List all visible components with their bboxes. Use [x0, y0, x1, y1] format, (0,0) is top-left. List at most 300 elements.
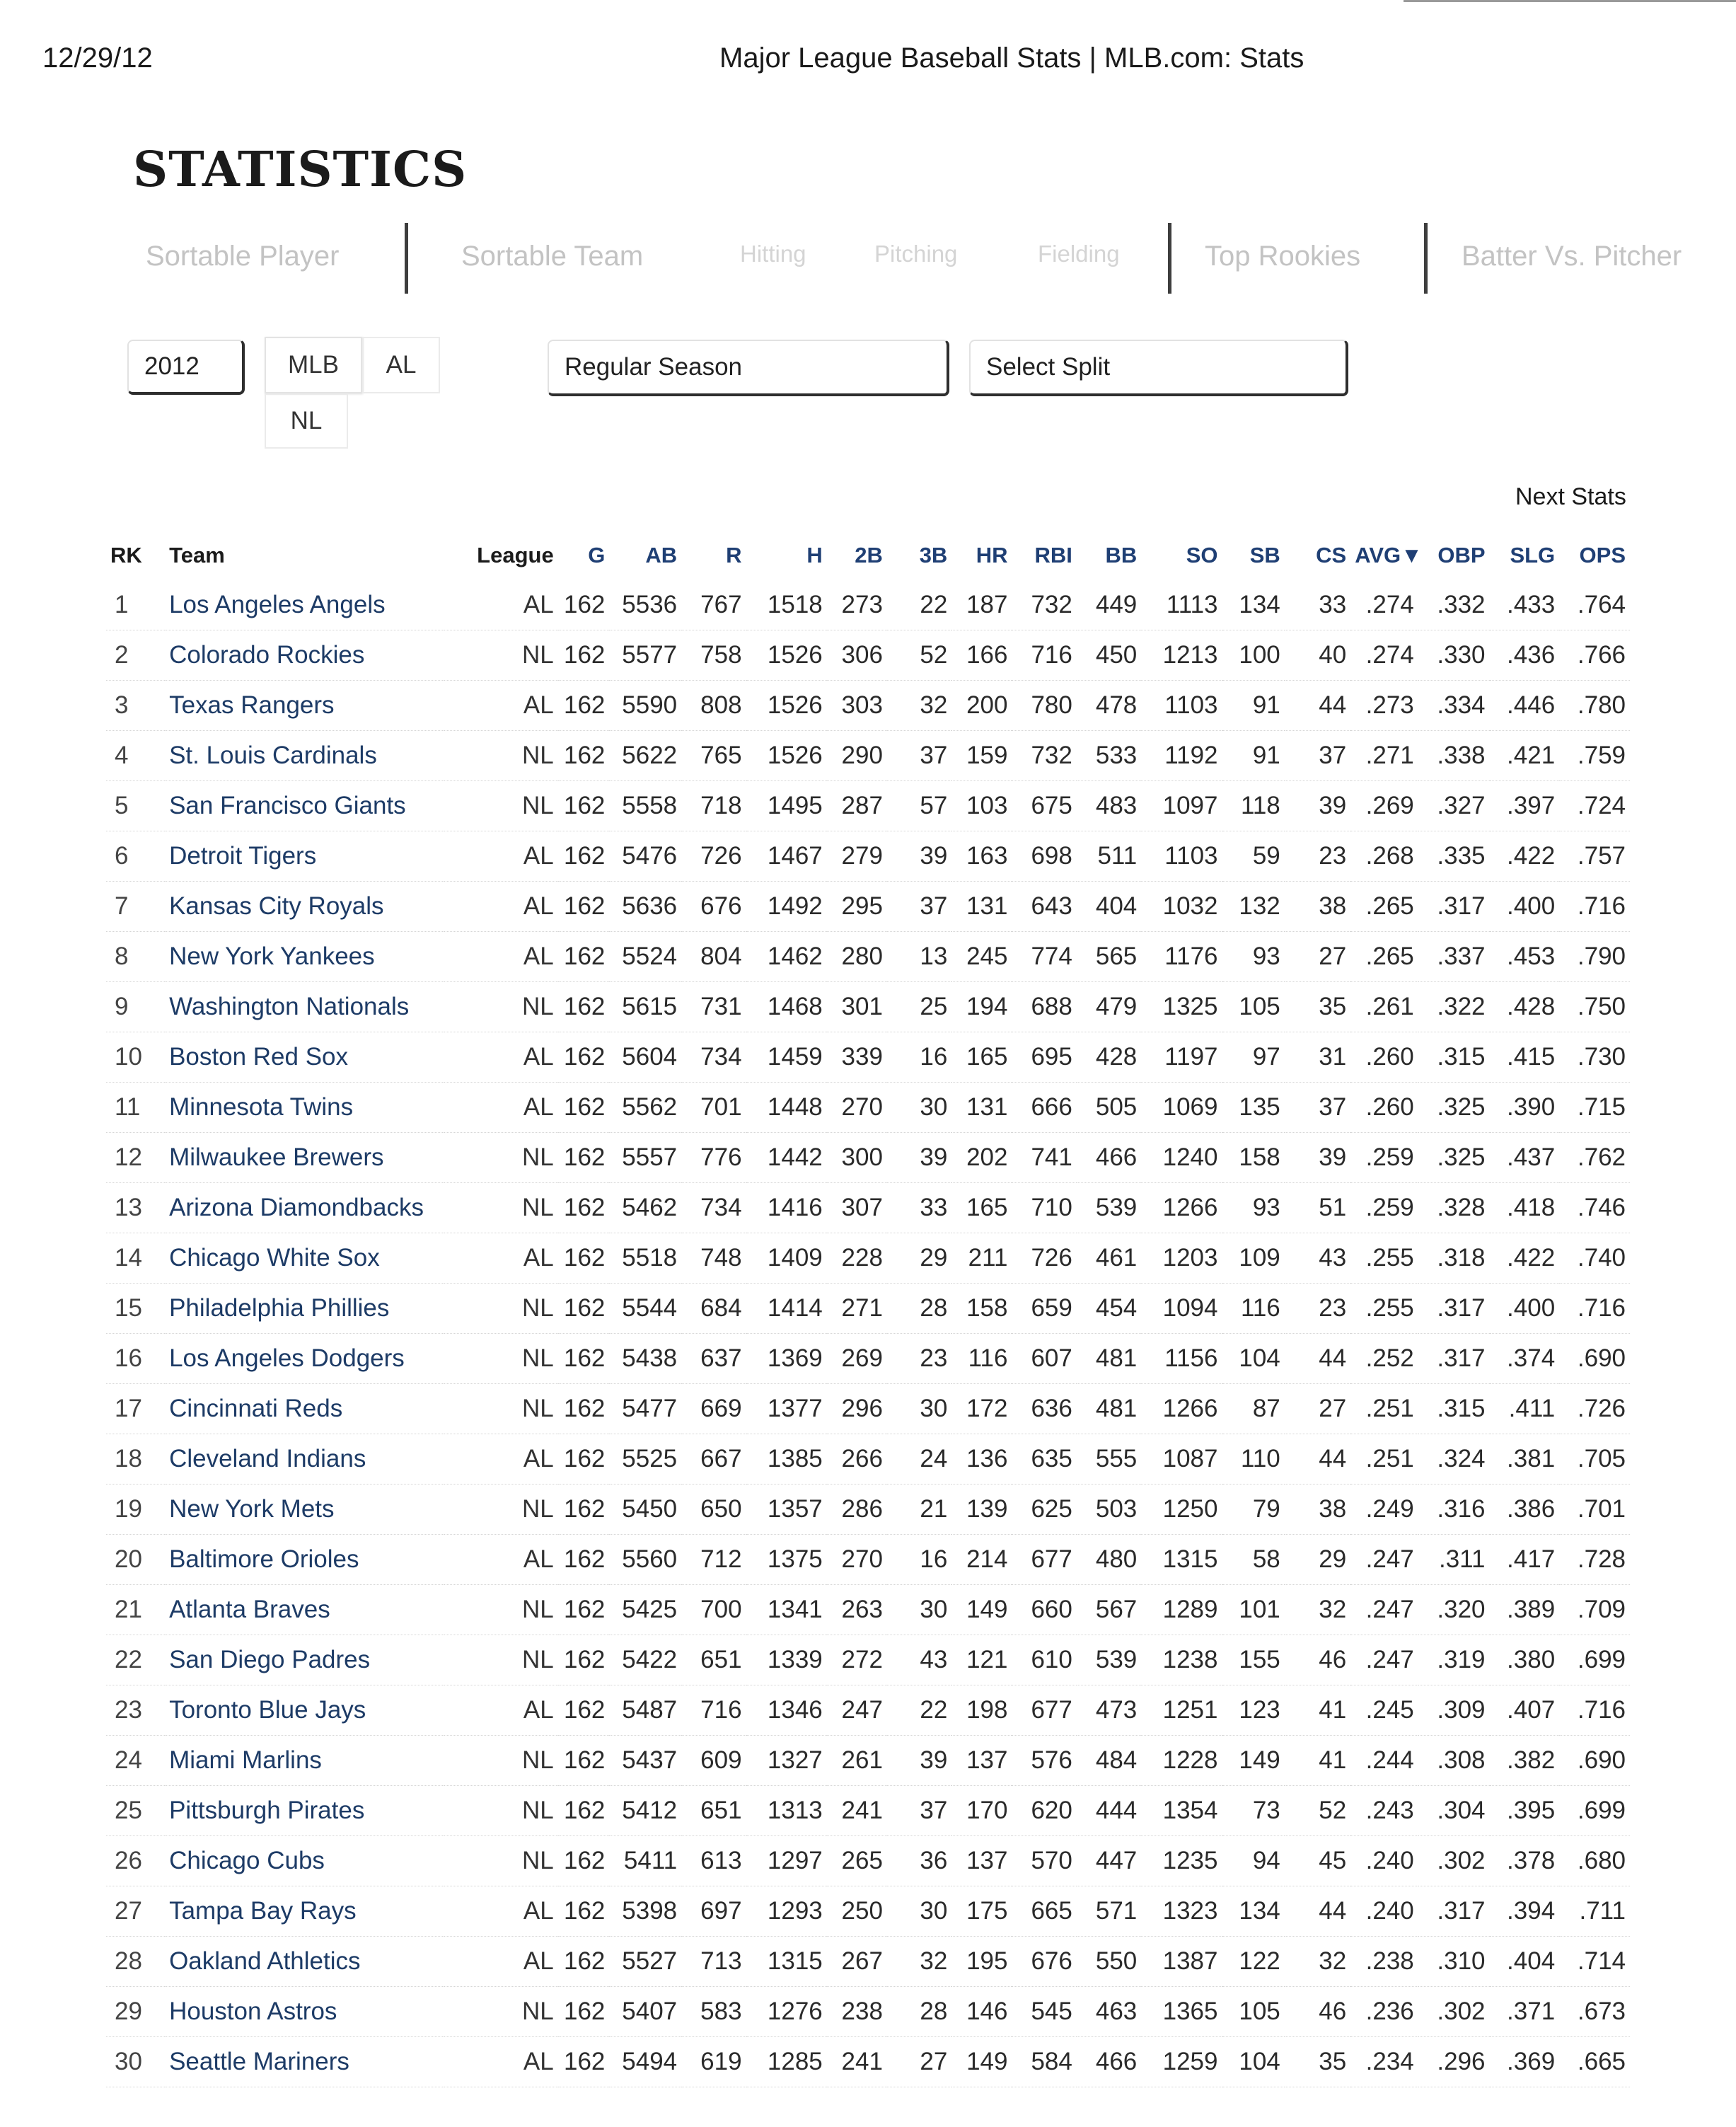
- cell-league: NL: [444, 781, 558, 831]
- column-header-rk[interactable]: RK: [110, 543, 142, 567]
- column-header-team[interactable]: Team: [169, 543, 225, 567]
- cell-ab: 5615: [609, 982, 681, 1032]
- cell-obp: .316: [1418, 1485, 1490, 1535]
- cell-avg: .260: [1350, 1083, 1418, 1133]
- cell-g: 162: [558, 630, 610, 681]
- nav-sortable-player[interactable]: Sortable Player: [146, 241, 340, 272]
- cell-3b: 23: [887, 1334, 951, 1384]
- cell-cs: 51: [1285, 1183, 1350, 1233]
- column-header-rbi[interactable]: RBI: [1034, 543, 1072, 567]
- cell-rbi: 570: [1012, 1836, 1076, 1886]
- cell-hr: 198: [951, 1685, 1012, 1736]
- cell-so: 1323: [1141, 1886, 1222, 1937]
- cell-league: AL: [444, 1937, 558, 1987]
- cell-avg: .244: [1350, 1736, 1418, 1786]
- cell-2b: 279: [827, 831, 887, 882]
- cell-rbi: 695: [1012, 1032, 1076, 1083]
- cell-sb: 73: [1222, 1786, 1285, 1836]
- cell-3b: 36: [887, 1836, 951, 1886]
- team-link[interactable]: Los Angeles Dodgers: [165, 1334, 444, 1384]
- team-link[interactable]: San Francisco Giants: [165, 781, 444, 831]
- cell-h: 1526: [746, 681, 827, 731]
- cell-league: NL: [444, 1585, 558, 1635]
- cell-avg: .240: [1350, 1836, 1418, 1886]
- cell-rk: 19: [106, 1485, 165, 1535]
- cell-g: 162: [558, 681, 610, 731]
- cell-sb: 118: [1222, 781, 1285, 831]
- league-nl-button[interactable]: NL: [265, 393, 348, 449]
- team-link[interactable]: Toronto Blue Jays: [165, 1685, 444, 1736]
- cell-g: 162: [558, 731, 610, 781]
- cell-ops: .766: [1559, 630, 1630, 681]
- cell-sb: 105: [1222, 982, 1285, 1032]
- cell-h: 1327: [746, 1736, 827, 1786]
- cell-obp: .315: [1418, 1384, 1490, 1434]
- team-link[interactable]: Boston Red Sox: [165, 1032, 444, 1083]
- cell-rbi: 636: [1012, 1384, 1076, 1434]
- team-link[interactable]: Cleveland Indians: [165, 1434, 444, 1485]
- cell-2b: 272: [827, 1635, 887, 1685]
- cell-g: 162: [558, 1083, 610, 1133]
- nav-batter-vs-pitcher[interactable]: Batter Vs. Pitcher: [1462, 241, 1682, 272]
- cell-r: 619: [681, 2037, 746, 2087]
- cell-3b: 25: [887, 982, 951, 1032]
- cell-sb: 149: [1222, 1736, 1285, 1786]
- cell-rbi: 584: [1012, 2037, 1076, 2087]
- cell-slg: .369: [1490, 2037, 1560, 2087]
- cell-slg: .411: [1490, 1384, 1560, 1434]
- cell-obp: .319: [1418, 1635, 1490, 1685]
- cell-sb: 116: [1222, 1284, 1285, 1334]
- cell-rbi: 676: [1012, 1937, 1076, 1987]
- cell-so: 1176: [1141, 932, 1222, 982]
- cell-cs: 32: [1285, 1937, 1350, 1987]
- cell-slg: .422: [1490, 1233, 1560, 1284]
- cell-bb: 511: [1077, 831, 1141, 882]
- table-row: [106, 1284, 1630, 1334]
- cell-league: AL: [444, 1685, 558, 1736]
- league-al-button[interactable]: AL: [362, 337, 440, 393]
- cell-ops: .780: [1559, 681, 1630, 731]
- cell-rk: 18: [106, 1434, 165, 1485]
- cell-rk: 15: [106, 1284, 165, 1334]
- cell-2b: 287: [827, 781, 887, 831]
- team-link[interactable]: Arizona Diamondbacks: [165, 1183, 444, 1233]
- column-header-slg[interactable]: SLG: [1510, 543, 1556, 567]
- team-link[interactable]: New York Yankees: [165, 932, 444, 982]
- cell-sb: 158: [1222, 1133, 1285, 1183]
- cell-ab: 5636: [609, 882, 681, 932]
- cell-r: 700: [681, 1585, 746, 1635]
- cell-avg: .243: [1350, 1786, 1418, 1836]
- cell-hr: 165: [951, 1183, 1012, 1233]
- column-header-ops[interactable]: OPS: [1579, 543, 1626, 567]
- cell-avg: .268: [1350, 831, 1418, 882]
- cell-ab: 5560: [609, 1535, 681, 1585]
- cell-g: 162: [558, 1284, 610, 1334]
- cell-league: AL: [444, 1434, 558, 1485]
- cell-so: 1289: [1141, 1585, 1222, 1635]
- cell-obp: .330: [1418, 630, 1490, 681]
- team-link[interactable]: Chicago White Sox: [165, 1233, 444, 1284]
- column-header-avg[interactable]: AVG▼: [1355, 543, 1423, 567]
- team-link[interactable]: Pittsburgh Pirates: [165, 1786, 444, 1836]
- cell-league: NL: [444, 1987, 558, 2037]
- column-header-g[interactable]: G: [588, 543, 606, 567]
- cell-cs: 38: [1285, 882, 1350, 932]
- cell-cs: 32: [1285, 1585, 1350, 1635]
- cell-bb: 473: [1077, 1685, 1141, 1736]
- cell-obp: .310: [1418, 1937, 1490, 1987]
- cell-ab: 5494: [609, 2037, 681, 2087]
- cell-rbi: 660: [1012, 1585, 1076, 1635]
- cell-sb: 134: [1222, 580, 1285, 630]
- table-row: [106, 1233, 1630, 1284]
- column-header-hr[interactable]: HR: [976, 543, 1008, 567]
- cell-cs: 27: [1285, 932, 1350, 982]
- print-header: [0, 42, 1736, 85]
- cell-so: 1240: [1141, 1133, 1222, 1183]
- cell-rk: 26: [106, 1836, 165, 1886]
- nav-hitting[interactable]: Hitting: [740, 241, 806, 267]
- cell-ops: .790: [1559, 932, 1630, 982]
- cell-rk: 2: [106, 630, 165, 681]
- cell-ops: .746: [1559, 1183, 1630, 1233]
- cell-h: 1369: [746, 1334, 827, 1384]
- cell-obp: .311: [1418, 1535, 1490, 1585]
- column-header-ab[interactable]: AB: [645, 543, 678, 567]
- cell-h: 1526: [746, 630, 827, 681]
- cell-ops: .724: [1559, 781, 1630, 831]
- cell-avg: .259: [1350, 1183, 1418, 1233]
- team-link[interactable]: Atlanta Braves: [165, 1585, 444, 1635]
- cell-g: 162: [558, 1937, 610, 1987]
- column-header-3b[interactable]: 3B: [919, 543, 948, 567]
- cell-so: 1192: [1141, 731, 1222, 781]
- table-row: [106, 781, 1630, 831]
- cell-ops: .759: [1559, 731, 1630, 781]
- cell-3b: 39: [887, 831, 951, 882]
- cell-bb: 480: [1077, 1535, 1141, 1585]
- cell-3b: 37: [887, 882, 951, 932]
- cell-rbi: 732: [1012, 731, 1076, 781]
- cell-sb: 132: [1222, 882, 1285, 932]
- cell-slg: .421: [1490, 731, 1560, 781]
- cell-hr: 159: [951, 731, 1012, 781]
- team-link[interactable]: Chicago Cubs: [165, 1836, 444, 1886]
- cell-ab: 5398: [609, 1886, 681, 1937]
- table-row: [106, 1334, 1630, 1384]
- cell-g: 162: [558, 831, 610, 882]
- cell-g: 162: [558, 2037, 610, 2087]
- team-link[interactable]: Miami Marlins: [165, 1736, 444, 1786]
- cell-2b: 286: [827, 1485, 887, 1535]
- cell-league: NL: [444, 1183, 558, 1233]
- cell-league: AL: [444, 831, 558, 882]
- cell-rbi: 625: [1012, 1485, 1076, 1535]
- season-type-select[interactable]: Regular Season: [548, 340, 949, 396]
- table-row: [106, 1485, 1630, 1535]
- column-header-2b[interactable]: 2B: [855, 543, 883, 567]
- team-link[interactable]: Cincinnati Reds: [165, 1384, 444, 1434]
- cell-ops: .699: [1559, 1635, 1630, 1685]
- table-row: [106, 681, 1630, 731]
- cell-slg: .415: [1490, 1032, 1560, 1083]
- cell-avg: .245: [1350, 1685, 1418, 1736]
- cell-rbi: 659: [1012, 1284, 1076, 1334]
- cell-rk: 10: [106, 1032, 165, 1083]
- cell-g: 162: [558, 1685, 610, 1736]
- cell-cs: 27: [1285, 1384, 1350, 1434]
- column-header-sb[interactable]: SB: [1249, 543, 1280, 567]
- cell-so: 1228: [1141, 1736, 1222, 1786]
- cell-obp: .335: [1418, 831, 1490, 882]
- table-row: [106, 831, 1630, 882]
- cell-rk: 20: [106, 1535, 165, 1585]
- nav-top-rookies[interactable]: Top Rookies: [1205, 241, 1361, 272]
- cell-so: 1259: [1141, 2037, 1222, 2087]
- cell-r: 712: [681, 1535, 746, 1585]
- cell-3b: 21: [887, 1485, 951, 1535]
- cell-r: 684: [681, 1284, 746, 1334]
- cell-h: 1276: [746, 1987, 827, 2037]
- cell-h: 1462: [746, 932, 827, 982]
- cell-obp: .317: [1418, 1284, 1490, 1334]
- cell-cs: 38: [1285, 1485, 1350, 1535]
- cell-sb: 135: [1222, 1083, 1285, 1133]
- cell-3b: 57: [887, 781, 951, 831]
- cell-2b: 267: [827, 1937, 887, 1987]
- cell-3b: 22: [887, 1685, 951, 1736]
- cell-bb: 444: [1077, 1786, 1141, 1836]
- cell-so: 1213: [1141, 630, 1222, 681]
- team-link[interactable]: Oakland Athletics: [165, 1937, 444, 1987]
- cell-slg: .400: [1490, 882, 1560, 932]
- team-link[interactable]: St. Louis Cardinals: [165, 731, 444, 781]
- cell-rbi: 688: [1012, 982, 1076, 1032]
- cell-ab: 5622: [609, 731, 681, 781]
- team-link[interactable]: Detroit Tigers: [165, 831, 444, 882]
- team-link[interactable]: Philadelphia Phillies: [165, 1284, 444, 1334]
- cell-avg: .238: [1350, 1937, 1418, 1987]
- cell-h: 1297: [746, 1836, 827, 1886]
- cell-slg: .446: [1490, 681, 1560, 731]
- cell-avg: .236: [1350, 1987, 1418, 2037]
- cell-bb: 481: [1077, 1384, 1141, 1434]
- table-row: [106, 1434, 1630, 1485]
- cell-3b: 52: [887, 630, 951, 681]
- team-link[interactable]: New York Mets: [165, 1485, 444, 1535]
- cell-avg: .234: [1350, 2037, 1418, 2087]
- cell-r: 637: [681, 1334, 746, 1384]
- cell-so: 1325: [1141, 982, 1222, 1032]
- column-header-league[interactable]: League: [477, 543, 554, 567]
- column-header-r[interactable]: R: [726, 543, 742, 567]
- cell-ops: .701: [1559, 1485, 1630, 1535]
- cell-cs: 23: [1285, 831, 1350, 882]
- cell-hr: 137: [951, 1836, 1012, 1886]
- cell-so: 1087: [1141, 1434, 1222, 1485]
- cell-slg: .418: [1490, 1183, 1560, 1233]
- cell-bb: 479: [1077, 982, 1141, 1032]
- team-link[interactable]: Kansas City Royals: [165, 882, 444, 932]
- print-date: 12/29/12: [42, 42, 153, 74]
- cell-cs: 41: [1285, 1685, 1350, 1736]
- cell-h: 1346: [746, 1685, 827, 1736]
- column-header-so[interactable]: SO: [1186, 543, 1218, 567]
- cell-ops: .740: [1559, 1233, 1630, 1284]
- nav-pitching[interactable]: Pitching: [874, 241, 958, 267]
- cell-g: 162: [558, 1736, 610, 1786]
- column-header-bb[interactable]: BB: [1105, 543, 1138, 567]
- cell-hr: 194: [951, 982, 1012, 1032]
- cell-sb: 122: [1222, 1937, 1285, 1987]
- cell-sb: 100: [1222, 630, 1285, 681]
- cell-slg: .453: [1490, 932, 1560, 982]
- cell-3b: 39: [887, 1133, 951, 1183]
- cell-so: 1069: [1141, 1083, 1222, 1133]
- cell-slg: .374: [1490, 1334, 1560, 1384]
- cell-g: 162: [558, 781, 610, 831]
- column-header-obp[interactable]: OBP: [1437, 543, 1486, 567]
- cell-ops: .699: [1559, 1786, 1630, 1836]
- cell-league: NL: [444, 1334, 558, 1384]
- cell-ab: 5527: [609, 1937, 681, 1987]
- cell-league: NL: [444, 982, 558, 1032]
- cell-hr: 146: [951, 1987, 1012, 2037]
- cell-rk: 30: [106, 2037, 165, 2087]
- cell-obp: .324: [1418, 1434, 1490, 1485]
- cell-r: 651: [681, 1786, 746, 1836]
- nav-fielding[interactable]: Fielding: [1038, 241, 1120, 267]
- cell-so: 1197: [1141, 1032, 1222, 1083]
- next-stats-link[interactable]: Next Stats: [1515, 483, 1626, 510]
- cell-rbi: 607: [1012, 1334, 1076, 1384]
- year-select[interactable]: 2012: [127, 340, 245, 395]
- cell-h: 1495: [746, 781, 827, 831]
- cell-sb: 105: [1222, 1987, 1285, 2037]
- cell-bb: 505: [1077, 1083, 1141, 1133]
- cell-rk: 9: [106, 982, 165, 1032]
- team-link[interactable]: Tampa Bay Rays: [165, 1886, 444, 1937]
- team-link[interactable]: Minnesota Twins: [165, 1083, 444, 1133]
- cell-so: 1387: [1141, 1937, 1222, 1987]
- cell-ab: 5558: [609, 781, 681, 831]
- cell-league: NL: [444, 1384, 558, 1434]
- table-row: [106, 1585, 1630, 1635]
- cell-avg: .260: [1350, 1032, 1418, 1083]
- cell-slg: .433: [1490, 580, 1560, 630]
- cell-sb: 94: [1222, 1836, 1285, 1886]
- team-link[interactable]: Houston Astros: [165, 1987, 444, 2037]
- cell-league: NL: [444, 1736, 558, 1786]
- cell-3b: 30: [887, 1886, 951, 1937]
- team-link[interactable]: Washington Nationals: [165, 982, 444, 1032]
- cell-ops: .757: [1559, 831, 1630, 882]
- cell-rk: 4: [106, 731, 165, 781]
- cell-sb: 109: [1222, 1233, 1285, 1284]
- table-row: [106, 1535, 1630, 1585]
- team-link[interactable]: Los Angeles Angels: [165, 580, 444, 630]
- cell-obp: .296: [1418, 2037, 1490, 2087]
- cell-obp: .325: [1418, 1083, 1490, 1133]
- nav-sortable-team[interactable]: Sortable Team: [461, 241, 644, 272]
- team-link[interactable]: San Diego Padres: [165, 1635, 444, 1685]
- cell-g: 162: [558, 1384, 610, 1434]
- cell-avg: .265: [1350, 882, 1418, 932]
- table-row: [106, 1635, 1630, 1685]
- table-row: [106, 932, 1630, 982]
- cell-bb: 466: [1077, 1133, 1141, 1183]
- cell-avg: .249: [1350, 1485, 1418, 1535]
- cell-2b: 301: [827, 982, 887, 1032]
- team-link[interactable]: Seattle Mariners: [165, 2037, 444, 2087]
- cell-cs: 23: [1285, 1284, 1350, 1334]
- cell-sb: 93: [1222, 1183, 1285, 1233]
- filter-controls: [0, 333, 1736, 460]
- cell-3b: 32: [887, 1937, 951, 1987]
- cell-r: 613: [681, 1836, 746, 1886]
- cell-league: NL: [444, 1284, 558, 1334]
- cell-2b: 241: [827, 2037, 887, 2087]
- cell-avg: .255: [1350, 1233, 1418, 1284]
- cell-sb: 101: [1222, 1585, 1285, 1635]
- cell-cs: 33: [1285, 580, 1350, 630]
- cell-2b: 228: [827, 1233, 887, 1284]
- split-select[interactable]: Select Split: [969, 340, 1348, 396]
- cell-2b: 273: [827, 580, 887, 630]
- cell-rbi: 666: [1012, 1083, 1076, 1133]
- cell-hr: 136: [951, 1434, 1012, 1485]
- team-link[interactable]: Baltimore Orioles: [165, 1535, 444, 1585]
- cell-obp: .317: [1418, 882, 1490, 932]
- cell-hr: 121: [951, 1635, 1012, 1685]
- cell-obp: .317: [1418, 1886, 1490, 1937]
- league-mlb-button[interactable]: MLB: [265, 337, 362, 393]
- column-header-h[interactable]: H: [806, 543, 823, 567]
- table-row: [106, 1736, 1630, 1786]
- cell-rbi: 576: [1012, 1736, 1076, 1786]
- cell-2b: 247: [827, 1685, 887, 1736]
- cell-avg: .251: [1350, 1384, 1418, 1434]
- cell-ab: 5525: [609, 1434, 681, 1485]
- team-link[interactable]: Colorado Rockies: [165, 630, 444, 681]
- team-link[interactable]: Milwaukee Brewers: [165, 1133, 444, 1183]
- cell-g: 162: [558, 1786, 610, 1836]
- cell-ops: .716: [1559, 882, 1630, 932]
- team-stats-table: [106, 531, 1630, 2087]
- cell-g: 162: [558, 1635, 610, 1685]
- cell-h: 1518: [746, 580, 827, 630]
- cell-sb: 79: [1222, 1485, 1285, 1535]
- cell-bb: 571: [1077, 1886, 1141, 1937]
- cell-rk: 8: [106, 932, 165, 982]
- cell-2b: 280: [827, 932, 887, 982]
- team-link[interactable]: Texas Rangers: [165, 681, 444, 731]
- cell-bb: 567: [1077, 1585, 1141, 1635]
- cell-ops: .705: [1559, 1434, 1630, 1485]
- cell-2b: 250: [827, 1886, 887, 1937]
- page-title: STATISTICS: [133, 142, 468, 198]
- cell-hr: 163: [951, 831, 1012, 882]
- table-row: [106, 982, 1630, 1032]
- cell-sb: 93: [1222, 932, 1285, 982]
- cell-ab: 5438: [609, 1334, 681, 1384]
- column-header-cs[interactable]: CS: [1316, 543, 1347, 567]
- cell-r: 669: [681, 1384, 746, 1434]
- cell-cs: 45: [1285, 1836, 1350, 1886]
- cell-slg: .380: [1490, 1635, 1560, 1685]
